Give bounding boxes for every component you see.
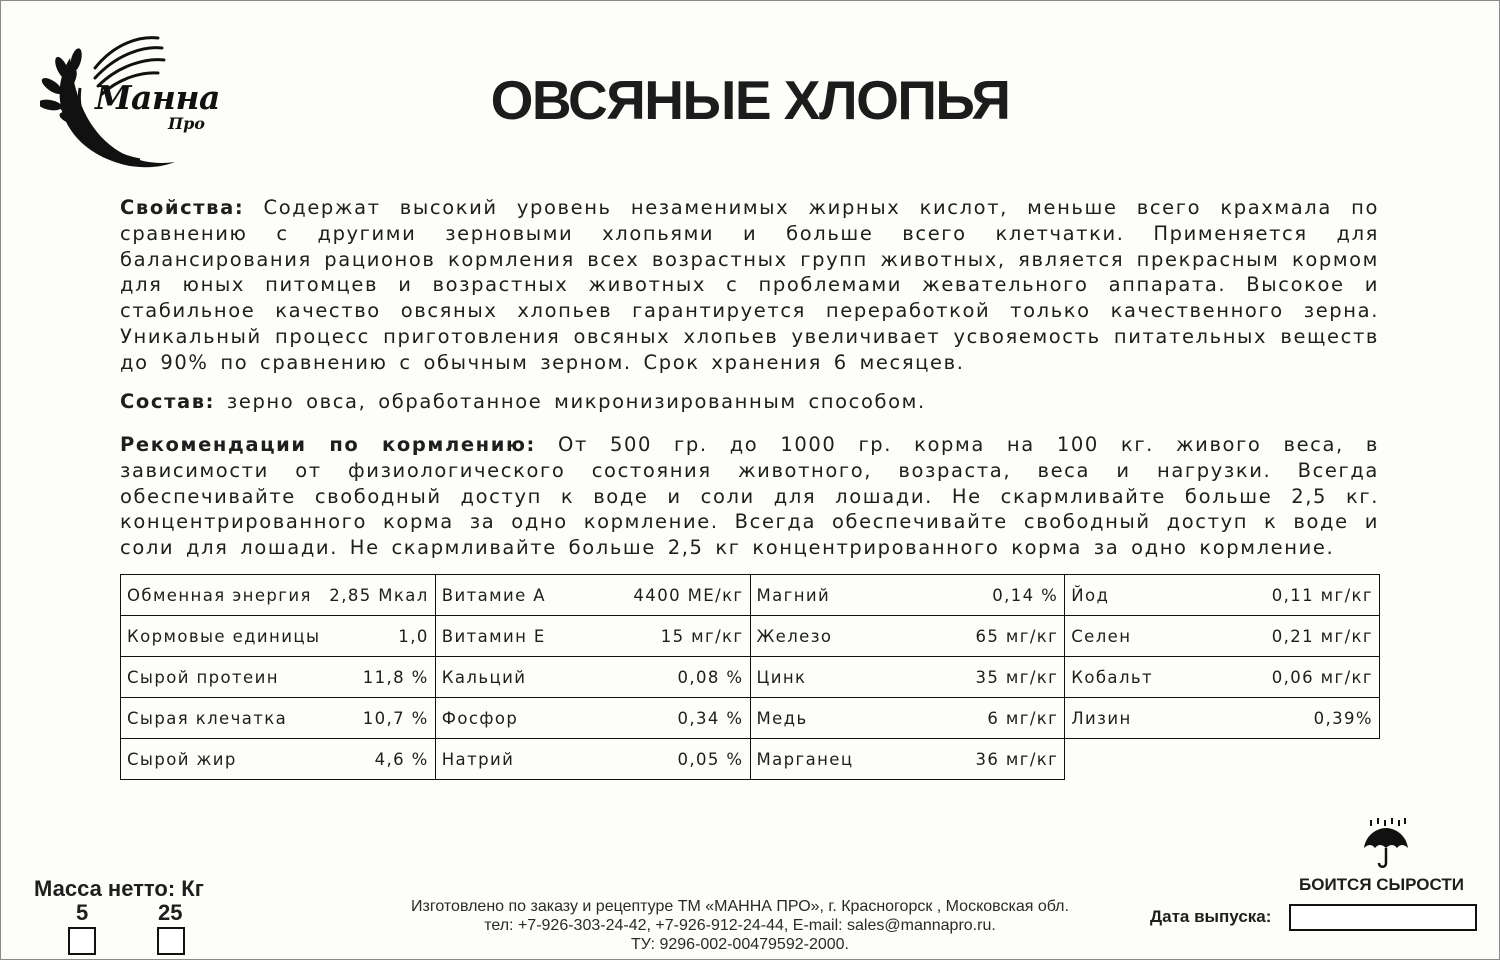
nutrient-value: 6 мг/кг bbox=[987, 708, 1059, 728]
nutrient-name: Магний bbox=[756, 585, 831, 605]
weight-5-checkbox[interactable] bbox=[68, 927, 96, 955]
nutrient-value: 1,0 bbox=[398, 626, 429, 646]
table-cell bbox=[435, 657, 750, 698]
table-row bbox=[121, 698, 1380, 739]
table-cell bbox=[1065, 575, 1380, 616]
table-row bbox=[121, 657, 1380, 698]
nutrient-name: Натрий bbox=[441, 749, 515, 769]
nutrient-value: 4,6 % bbox=[374, 749, 429, 769]
composition-label: Состав: bbox=[120, 390, 216, 413]
weight-option-5-label: 5 bbox=[76, 900, 89, 925]
table-cell bbox=[1065, 657, 1380, 698]
nutrient-value: 65 мг/кг bbox=[975, 626, 1059, 646]
nutrient-value: 0,05 % bbox=[677, 749, 744, 769]
nutrient-name: Лизин bbox=[1071, 708, 1132, 728]
table-cell bbox=[750, 616, 1065, 657]
nutrient-value: 36 мг/кг bbox=[975, 749, 1059, 769]
table-cell bbox=[1065, 698, 1380, 739]
table-cell bbox=[750, 657, 1065, 698]
nutrient-name: Витамин Е bbox=[441, 626, 546, 646]
table-cell bbox=[435, 698, 750, 739]
nutrient-value: 10,7 % bbox=[362, 708, 429, 728]
table-cell bbox=[1065, 616, 1380, 657]
nutrient-name: Кобальт bbox=[1071, 667, 1154, 687]
table-cell bbox=[435, 575, 750, 616]
nutrient-value: 0,08 % bbox=[677, 667, 744, 687]
page-title: ОВСЯНЫЕ ХЛОПЬЯ bbox=[490, 69, 1010, 131]
weight-option-25-label: 25 bbox=[158, 900, 183, 925]
contacts-line: тел: +7-926-303-24-42, +7-926-912-24-44, E-mail: sales@mannapro.ru. bbox=[484, 917, 996, 934]
nutrient-value: 0,06 мг/кг bbox=[1271, 667, 1373, 687]
nutrient-value: 0,39% bbox=[1313, 708, 1373, 728]
nutrient-value: 4400 МЕ/кг bbox=[633, 585, 744, 605]
nutrient-value: 0,21 мг/кг bbox=[1271, 626, 1373, 646]
nutrient-name: Обменная энергия bbox=[127, 585, 312, 605]
nutrient-value: 15 мг/кг bbox=[660, 626, 744, 646]
nutrient-value: 0,14 % bbox=[992, 585, 1059, 605]
table-cell bbox=[435, 616, 750, 657]
nutrient-name: Фосфор bbox=[441, 708, 519, 728]
table-row bbox=[121, 575, 1380, 616]
composition-paragraph bbox=[120, 389, 1379, 415]
table-cell bbox=[750, 575, 1065, 616]
table-cell bbox=[121, 739, 436, 780]
nutrient-name: Кормовые единицы bbox=[127, 626, 321, 646]
table-cell bbox=[121, 657, 436, 698]
table-cell bbox=[435, 739, 750, 780]
properties-text: Содержат высокий уровень незаменимых жирных кислот, меньше всего крахмала по сравнению с другими зерновыми хлопьями и больше всего клетчатки. Применяется для балансирования рационов кормления всех возрастных групп животных, является прекрасным кормом для юных питомцев и возрастных животных с проблемами жевательного аппарата. Высокое и стабильное качество овсяных хлопьев гарантируется переработкой только качественного зерна. Уникальный процесс приготовления овсяных хлопьев увеличивает усвояемость питательных веществ до 90% по сравнению с обычным зерном. Срок хранения 6 месяцев. bbox=[120, 196, 1379, 374]
recommendations-paragraph bbox=[120, 432, 1379, 561]
table-cell bbox=[750, 739, 1065, 780]
nutrient-name: Железо bbox=[756, 626, 833, 646]
logo-brand-name: Манна bbox=[95, 78, 220, 117]
nutrient-name: Сырая клечатка bbox=[127, 708, 288, 728]
table-row bbox=[121, 739, 1380, 780]
table-cell bbox=[121, 575, 436, 616]
nutrition-table bbox=[120, 574, 1380, 780]
recommendations-text: От 500 гр. до 1000 гр. корма на 100 кг. живого веса, в зависимости от физиологического состояния животного, возраста, веса и нагрузки. Всегда обеспечивайте свободный доступ к воде и соли для лошади. Не скармливайте больше 2,5 кг. концентрированного корма за одно кормление. Всегда обеспечивайте свободный доступ к воде и соли для лошади. Не скармливайте больше 2,5 кг концентрированного корма за одно кормление. bbox=[120, 433, 1379, 560]
logo-subtitle: Про bbox=[168, 114, 205, 133]
nutrient-value: 0,11 мг/кг bbox=[1271, 585, 1373, 605]
weight-25-checkbox[interactable] bbox=[157, 927, 185, 955]
standard-line: ТУ: 9296-002-00479592-2000. bbox=[631, 936, 849, 953]
nutrient-name: Цинк bbox=[756, 667, 807, 687]
nutrient-name: Медь bbox=[756, 708, 808, 728]
table-cell bbox=[121, 616, 436, 657]
release-date-field[interactable] bbox=[1289, 904, 1477, 931]
net-weight-label: Масса нетто: Кг bbox=[34, 876, 204, 901]
properties-label: Свойства: bbox=[120, 196, 245, 219]
keep-dry-label: БОИТСЯ СЫРОСТИ bbox=[1299, 875, 1464, 894]
nutrient-name: Сырой жир bbox=[127, 749, 237, 769]
table-row bbox=[121, 616, 1380, 657]
nutrient-value: 35 мг/кг bbox=[975, 667, 1059, 687]
nutrient-name: Сырой протеин bbox=[127, 667, 279, 687]
properties-paragraph bbox=[120, 195, 1379, 376]
manufacturer-line: Изготовлено по заказу и рецептуре ТМ «МАННА ПРО», г. Красногорск , Московская обл. bbox=[411, 898, 1069, 915]
nutrient-name: Кальций bbox=[441, 667, 527, 687]
nutrient-value: 11,8 % bbox=[362, 667, 429, 687]
nutrient-name: Витамие А bbox=[441, 585, 546, 605]
manufacturer-info bbox=[380, 897, 1100, 954]
empty-cell bbox=[1065, 739, 1380, 780]
nutrient-value: 0,34 % bbox=[677, 708, 744, 728]
nutrient-name: Марганец bbox=[756, 749, 854, 769]
recommendations-label: Рекомендации по кормлению: bbox=[120, 433, 536, 456]
nutrient-name: Селен bbox=[1071, 626, 1132, 646]
table-cell bbox=[750, 698, 1065, 739]
table-cell bbox=[121, 698, 436, 739]
release-date-label: Дата выпуска: bbox=[1150, 907, 1272, 926]
composition-text: зерно овса, обработанное микронизированным способом. bbox=[226, 390, 926, 413]
nutrient-value: 2,85 Мкал bbox=[329, 585, 429, 605]
nutrient-name: Йод bbox=[1071, 585, 1110, 605]
umbrella-rain-icon bbox=[1360, 818, 1412, 870]
